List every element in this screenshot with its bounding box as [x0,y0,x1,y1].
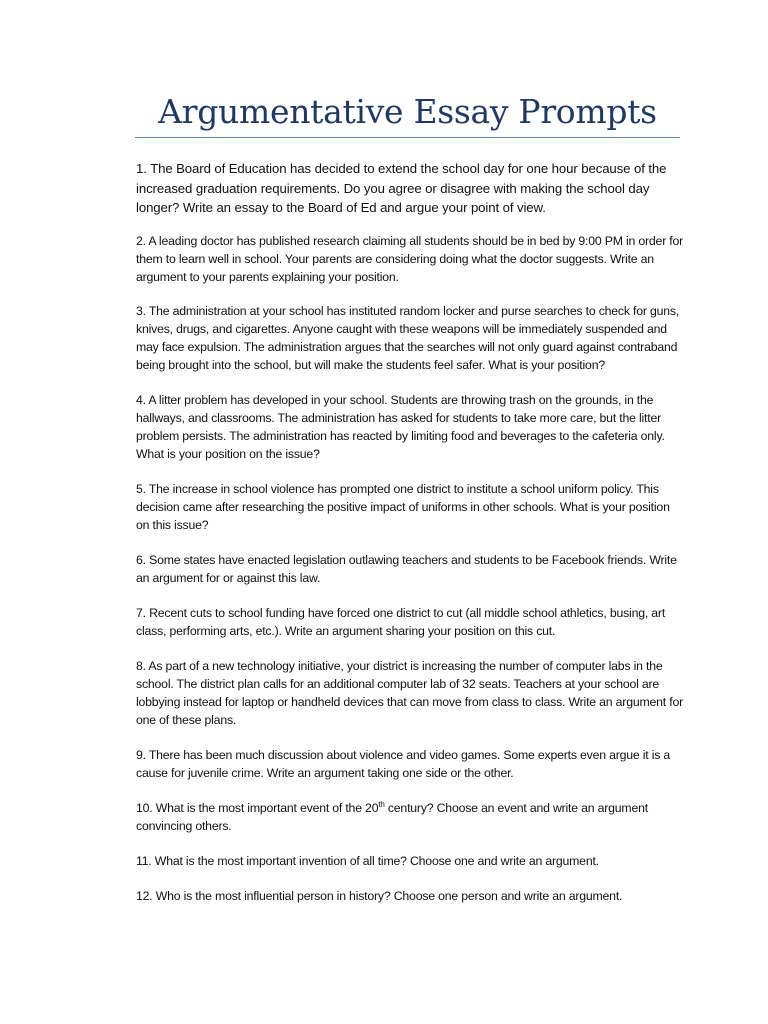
title-underline [135,137,680,138]
prompt-item: 5. The increase in school violence has prompted one district to institute a school uniform policy. This decision came after researching the positive impact of uniforms in other schools. What is your position on this issue? [136,481,670,532]
prompt-item: 3. The administration at your school has instituted random locker and purse searches to check for guns, knives, drugs, and cigarettes. Anyone caught with these weapons will be immediately suspended and may face expulsion. The administration argues that the searches will not only guard against contraband being brought into the school, but will make the students feel safer. What is your position? [136,303,680,372]
document-title: Argumentative Essay Prompts [158,92,657,131]
prompt-item: 6. Some states have enacted legislation outlawing teachers and students to be Facebook friends. Write an argument for or against this law. [136,552,677,585]
prompt-item: 11. What is the most important invention of all time? Choose one and write an argument. [136,853,599,868]
prompt-item: 12. Who is the most influential person in history? Choose one person and write an argument. [136,888,623,903]
prompt-text-before: 10. What is the most important event of the 20 [136,800,379,815]
prompt-item: 4. A litter problem has developed in your school. Students are throwing trash on the grounds, in the hallways, and classrooms. The administration has asked for students to take more care, but the litter problem persists. The administration has reacted by limiting food and beverages to the cafeteria only. What is your position on the issue? [136,392,665,461]
prompt-list [136,159,684,922]
prompt-item [136,799,684,835]
prompt-text-after: century? Choose an event and write an argument convincing others. [136,800,648,833]
prompt-item: 8. As part of a new technology initiative, your district is increasing the number of computer labs in the school. The district plan calls for an additional computer lab of 32 seats. Teachers at your school are lobbying instead for laptop or handheld devices that can move from class to class. Write an argument for one of these plans. [136,658,683,727]
prompt-item: 2. A leading doctor has published research claiming all students should be in bed by 9:00 PM in order for them to learn well in school. Your parents are considering doing what the doctor suggests. Write an argument to your parents explaining your position. [136,233,684,284]
prompt-item: 9. There has been much discussion about violence and video games. Some experts even argue it is a cause for juvenile crime. Write an argument taking one side or the other. [136,747,671,780]
prompt-item: 7. Recent cuts to school funding have forced one district to cut (all middle school athletics, busing, art class, performing arts, etc.). Write an argument sharing your position on this cut. [136,605,666,638]
prompt-item: 1. The Board of Education has decided to extend the school day for one hour because of the increased graduation requirements. Do you agree or disagree with making the school day longer? Write an essay to the Board of Ed and argue your point of view. [136,161,667,215]
ordinal-suffix: th [378,799,385,809]
